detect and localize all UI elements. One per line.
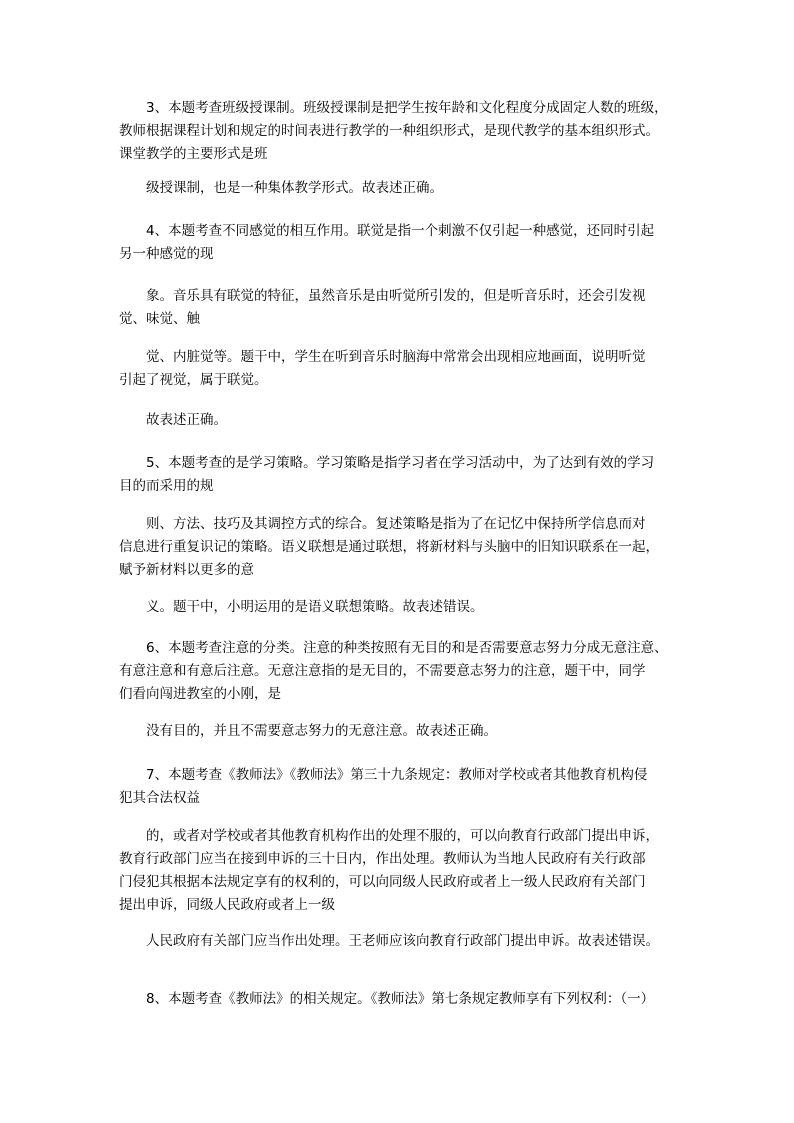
text-line: 人民政府有关部门应当作出处理。王老师应该向教育行政部门提出申诉。故表述错误。 <box>146 933 659 949</box>
text-line: 信息进行重复识记的策略。语义联想是通过联想，将新材料与头脑中的旧知识联系在一起， <box>119 539 659 555</box>
paragraph-item-4-part2 <box>119 285 689 331</box>
text-line: 引起了视觉，属于联觉。 <box>119 372 268 388</box>
paragraph-item-5-part3 <box>119 596 689 619</box>
paragraph-item-8-part1 <box>119 988 689 1011</box>
text-line: 们看向闯进教室的小刚，是 <box>119 686 281 702</box>
text-line: 有意注意和有意后注意。无意注意指的是无目的，不需要意志努力的注意，题干中，同学 <box>119 663 646 679</box>
paragraph-item-7-part1 <box>119 764 689 810</box>
text-line: 的，或者对学校或者其他教育机构作出的处理不服的，可以向教育行政部门提出申诉， <box>146 828 659 844</box>
paragraph-item-4-part3 <box>119 346 689 392</box>
paragraph-item-7-part2 <box>119 825 689 917</box>
text-line: 象。音乐具有联觉的特征，虽然音乐是由听觉所引发的，但是听音乐时，还会引发视 <box>146 288 646 304</box>
text-line: 8、本题考查《教师法》的相关规定。《教师法》第七条规定教师享有下列权利：（一） <box>146 991 655 1007</box>
text-line: 7、本题考查《教师法》《教师法》第三十九条规定：教师对学校或者其他教育机构侵 <box>146 767 648 783</box>
text-line: 提出申诉，同级人民政府或者上一级 <box>119 897 335 913</box>
text-line: 犯其合法权益 <box>119 790 200 806</box>
text-line: 3、本题考查班级授课制。班级授课制是把学生按年龄和文化程度分成固定人数的班级， <box>146 100 668 116</box>
paragraph-item-6-part1 <box>119 637 689 706</box>
text-line: 级授课制，也是一种集体教学形式。故表述正确。 <box>146 180 443 196</box>
text-line: 故表述正确。 <box>146 412 227 428</box>
paragraph-item-5-part1 <box>119 452 689 498</box>
text-line: 课堂教学的主要形式是班 <box>119 146 268 162</box>
text-line: 5、本题考查的是学习策略。学习策略是指学习者在学习活动中，为了达到有效的学习 <box>146 455 655 471</box>
text-line: 觉、味觉、触 <box>119 311 200 327</box>
text-line: 觉、内脏觉等。题干中，学生在听到音乐时脑海中常常会出现相应地画面，说明听觉 <box>146 349 646 365</box>
paragraph-item-3-part1 <box>119 97 689 166</box>
text-line: 教师根据课程计划和规定的时间表进行教学的一种组织形式，是现代教学的基本组织形式。 <box>119 123 659 139</box>
text-line: 没有目的，并且不需要意志努力的无意注意。故表述正确。 <box>146 723 497 739</box>
paragraph-item-4-part4 <box>119 409 689 432</box>
text-line: 门侵犯其根据本法规定享有的权利的，可以向同级人民政府或者上一级人民政府有关部门 <box>119 874 646 890</box>
text-line: 目的而采用的规 <box>119 478 214 494</box>
paragraph-item-4-part1 <box>119 220 689 266</box>
paragraph-item-5-part2 <box>119 513 689 582</box>
text-line: 义。题干中，小明运用的是语义联想策略。故表述错误。 <box>146 599 484 615</box>
text-line: 教育行政部门应当在接到申诉的三十日内，作出处理。教师认为当地人民政府有关行政部 <box>119 851 646 867</box>
text-line: 则、方法、技巧及其调控方式的综合。复述策略是指为了在记忆中保持所学信息而对 <box>146 516 646 532</box>
paragraph-item-6-part2 <box>119 720 689 743</box>
text-line: 6、本题考查注意的分类。注意的种类按照有无目的和是否需要意志努力分成无意注意、 <box>146 640 668 656</box>
paragraph-item-3-part2 <box>119 177 689 200</box>
text-line: 赋予新材料以更多的意 <box>119 562 254 578</box>
text-line: 4、本题考查不同感觉的相互作用。联觉是指一个刺激不仅引起一种感觉，还同时引起 <box>146 223 655 239</box>
text-line: 另一种感觉的现 <box>119 246 214 262</box>
paragraph-item-7-part3 <box>119 930 689 953</box>
